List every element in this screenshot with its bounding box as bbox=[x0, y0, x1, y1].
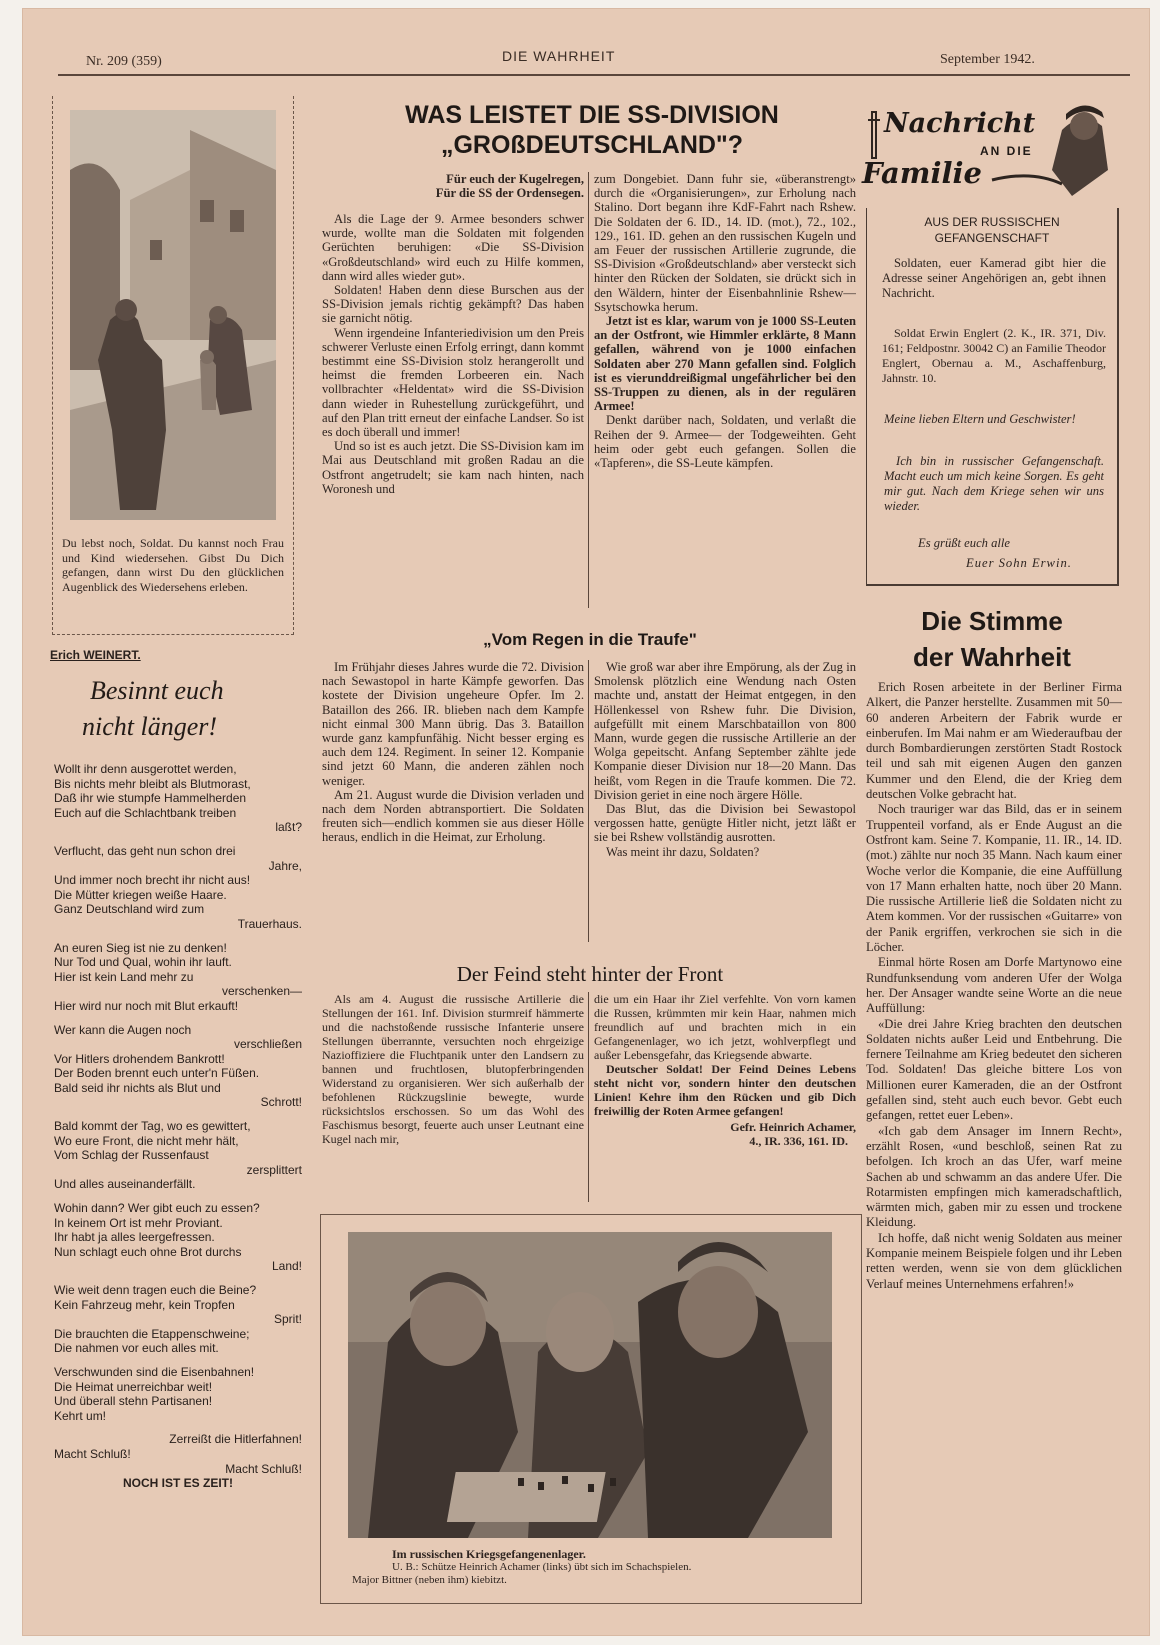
poem-line: laßt? bbox=[275, 820, 302, 835]
poem-line: Kein Fahrzeug mehr, kein Tropfen bbox=[54, 1297, 235, 1312]
feind-paragraph: die um ein Haar ihr Ziel verfehlte. Von vorn kamen die Russen, krümmten mir kein Haar, nahmen mich freundlich auf und brachten mich in ein Gefangenenlager, wo ich jetzt, wohlverpflegt und außer Lebensgefahr, das Kriegsende abwarte. bbox=[594, 992, 856, 1062]
poem-stanza bbox=[54, 1432, 302, 1490]
main-paragraph: Soldaten! Haben denn diese Burschen aus der SS-Division jemals richtig gekämpft? Das haben sie garnicht nötig. bbox=[322, 283, 584, 326]
poem-line: verschenken— bbox=[221, 984, 302, 999]
logo-an-die: AN DIE bbox=[980, 144, 1033, 158]
column-rule-regen bbox=[588, 660, 589, 942]
main-title-line1: WAS LEISTET DIE SS-DIVISION bbox=[405, 101, 779, 129]
main-motto-line2: Für die SS der Ordensegen. bbox=[435, 186, 584, 200]
poem-line: Jahre, bbox=[268, 858, 302, 873]
family-heading-line1: AUS DER RUSSISCHEN bbox=[924, 215, 1060, 229]
feind-signature-unit: 4., IR. 336, 161. ID. bbox=[749, 1134, 848, 1148]
poem-line: Wollt ihr denn ausgerottet werden, bbox=[54, 762, 237, 776]
regen-paragraph: Am 21. August wurde die Division verladen und nach dem Norden abtransportiert. Die Soldaten freuten sich—endlich kommen sie aus dieser Hölle heraus, endlich in die Heimat, zur Erholung. bbox=[322, 787, 584, 845]
family-heading bbox=[872, 214, 1112, 246]
stimme-paragraph: Erich Rosen arbeitete in der Berliner Firma Alkert, die Panzer herstellte. Zusammen mit 50—60 anderen Arbeitern der Fabrik wurde er einberufen. Im Mai nahm er am Wiederaufbau der durch Bombardierungen zerstörten Stadt Rostock teil und sah mit eigenen Augen den ganzen Kummer und den Elend, die der Krieg dem deutschen Volke gebracht hat. bbox=[866, 680, 1122, 802]
regen-paragraph: Das Blut, das die Division bei Sewastopol vergossen hatte, genügte Hitler nicht, jetzt läßt er sie bei Rshew vollständig ausrotten. bbox=[594, 802, 856, 845]
poem-line: Die Mütter kriegen weiße Haare. bbox=[54, 887, 227, 902]
poem-stanza bbox=[54, 844, 302, 932]
family-heading-line2: GEFANGENSCHAFT bbox=[934, 231, 1050, 245]
letter-salutation: Meine lieben Eltern und Geschwister! bbox=[884, 412, 1076, 426]
stimme-paragraph: Ich hoffe, daß nicht wenig Soldaten aus meiner Kompanie meinem Beispiele folgen und ihr Leben retten werden, wenn sie von dem glücklichen Verlauf meines Unternehmens erfahren!» bbox=[866, 1230, 1122, 1291]
poem-line: Sprit! bbox=[273, 1312, 302, 1327]
logo-familie: Familie bbox=[862, 156, 982, 190]
photo-caption-line1: Im russischen Kriegsgefangenenlager. bbox=[392, 1548, 586, 1561]
poem-line: Euch auf die Schlachtbank treiben bbox=[54, 805, 237, 820]
poem-title-line1: Besinnt euch bbox=[90, 676, 224, 705]
stimme-paragraph: Einmal hörte Rosen am Dorfe Martynowo eine Rundfunksendung vom anderen Ufer der Wolga her. Der Ansager wandte seine Worte an die neue Auffüllung: bbox=[866, 955, 1122, 1016]
stimme-paragraph: Noch trauriger war das Bild, das er in seinem Truppenteil vorfand, als er Ende August an die Ostfront kam. Seine 7. Kompanie, 11. IR., 14. ID. (mot.) zählte nur noch 35 Mann. Nach kaum einer Woche verlor die Kompanie, die eine Auffüllung von 17 Mann erhalten hatte, noch über 20 Mann. Die russische Artillerie ließ die Soldaten nicht zu Atem kommen. Vor der russischen «Guitarre» von der Panik ergriffen, verkrochen sie sich in die Löcher. bbox=[866, 802, 1122, 955]
poem-line: Verflucht, das geht nun schon drei bbox=[54, 843, 236, 858]
poem-line: Bald kommt der Tag, wo es gewittert, bbox=[54, 1119, 251, 1134]
poem-line: Macht Schluß! bbox=[225, 1461, 302, 1476]
poem-line: zersplittert bbox=[246, 1162, 302, 1177]
regen-title: „Vom Regen in die Traufe" bbox=[483, 630, 697, 649]
feind-signature-name: Gefr. Heinrich Achamer, bbox=[730, 1120, 856, 1134]
poem-stanza bbox=[54, 941, 302, 1014]
logo-nachricht: Nachricht bbox=[884, 108, 1036, 139]
poem-line: Hier wird nur noch mit Blut erkauft! bbox=[54, 998, 239, 1013]
main-article-column1 bbox=[322, 212, 584, 612]
header-rule bbox=[58, 74, 1130, 76]
poem-line: Und immer noch brecht ihr nicht aus! bbox=[54, 873, 251, 888]
poem-line: Nur Tod und Qual, wohin ihr lauft. bbox=[54, 955, 232, 970]
poem-line: Der Boden brennt euch unter'n Füßen. bbox=[54, 1066, 260, 1081]
feind-column2 bbox=[594, 992, 856, 1204]
family-address bbox=[882, 326, 1106, 386]
poem-line: Wer kann die Augen noch bbox=[54, 1022, 192, 1037]
poem-line: Wie weit denn tragen euch die Beine? bbox=[54, 1283, 257, 1297]
poem-line: Wo eure Front, die nicht mehr hält, bbox=[54, 1133, 239, 1148]
chess-photo bbox=[348, 1232, 832, 1538]
poem-line: Bis nichts mehr bleibt als Blutmorast, bbox=[54, 776, 251, 791]
poem-line: Und überall stehn Partisanen! bbox=[54, 1394, 213, 1409]
main-paragraph: Und so ist es auch jetzt. Die SS-Division kam im Mai aus Deutschland mit großen Radau an die Ostfront angetrudelt; sie kam nach hinten, nach Woronesh und bbox=[322, 439, 584, 496]
issue-date: September 1942. bbox=[940, 52, 1035, 67]
poem-line: Vom Schlag der Russenfaust bbox=[54, 1148, 209, 1163]
poem-stanza bbox=[54, 1283, 302, 1356]
column-rule-feind bbox=[588, 992, 589, 1202]
photo-caption-line2: U. B.: Schütze Heinrich Achamer (links) übt sich im Schachspielen. bbox=[392, 1561, 692, 1573]
poem-line: NOCH IST ES ZEIT! bbox=[122, 1476, 233, 1491]
stimme-title-line1: Die Stimme bbox=[921, 606, 1063, 636]
reunion-illustration bbox=[70, 110, 276, 520]
left-photo-caption: Du lebst noch, Soldat. Du kannst noch Frau und Kind wiedersehen. Gibst Du Dich gefangen, dann wirst Du den glücklichen Augenblick des Wiedersehens erleben. bbox=[62, 536, 284, 594]
family-intro-text: Soldaten, euer Kamerad gibt hier die Adresse seiner Angehörigen an, gebt ihnen Nachricht. bbox=[882, 256, 1106, 300]
poem-line: Ganz Deutschland wird zum bbox=[54, 902, 205, 917]
main-article-column2 bbox=[594, 172, 856, 612]
regen-paragraph: Im Frühjahr dieses Jahres wurde die 72. Division nach Sewastopol in harte Kämpfe geworfen. Das kostete der Division ungeheure Opfer. Im 2. Bataillon des 266. IR. blieben nach dem Kampfe nicht einmal 300 Mann übrig. Das 3. Bataillon wurde ganz kampfunfähig. Nicht besser erging es auch dem 124. Regiment. In seiner 12. Kompanie sind jetzt 60 Mann, die anderen zählen noch weniger. bbox=[322, 660, 584, 788]
letter-close-line2: Euer Sohn Erwin. bbox=[966, 556, 1072, 570]
poem-line: Trauerhaus. bbox=[237, 916, 302, 931]
newspaper-page bbox=[22, 8, 1150, 1636]
poem-stanza bbox=[54, 1119, 302, 1192]
stimme-paragraph: «Ich gab dem Ansager im Innern Recht», erzählt Rosen, «und beschloß, seinen Rat zu befolgen. Ich kroch an das Ufer, warf meine Sachen ab und schwamm an das andere Ufer. Die Rotarmisten empfingen mich kameradschaftlich, wärmten mich, gaben mir zu essen und trockene Kleidung. bbox=[866, 1123, 1122, 1230]
stimme-body bbox=[866, 680, 1122, 1624]
main-title-line2: „GROßDEUTSCHLAND"? bbox=[440, 131, 744, 159]
regen-paragraph: Was meint ihr dazu, Soldaten? bbox=[606, 844, 760, 859]
poem-line: Kehrt um! bbox=[54, 1408, 107, 1423]
main-paragraph: Als die Lage der 9. Armee besonders schwer wurde, wollte man die Soldaten mit folgenden Gerüchten beruhigen: «Die SS-Division «Großdeutschland» wird euch zu Hilfe kommen, dann wird alles wieder gut». bbox=[322, 212, 584, 283]
family-address-text: Soldat Erwin Englert (2. K., IR. 371, Div. 161; Feldpostnr. 30042 C) an Familie Theodor Englert, Obernau a. M., Aschaffenburg, Jahnstr. 10. bbox=[882, 326, 1106, 385]
poem-line: Ihr habt ja alles leergefressen. bbox=[54, 1230, 215, 1245]
family-intro bbox=[882, 256, 1106, 301]
family-logo bbox=[862, 100, 1128, 204]
newspaper-name: DIE WAHRHEIT bbox=[502, 48, 616, 64]
poem-line: In keinem Ort ist mehr Proviant. bbox=[54, 1215, 223, 1230]
main-motto-line1: Für euch der Kugelregen, bbox=[446, 172, 584, 186]
feind-column1 bbox=[322, 992, 584, 1204]
letter-body bbox=[884, 454, 1104, 514]
issue-number: Nr. 209 (359) bbox=[86, 54, 162, 69]
poem-line: Und alles auseinanderfällt. bbox=[54, 1177, 196, 1192]
regen-paragraph: Wie groß war aber ihre Empörung, als der Zug in Smolensk plötzlich eine Wendung nach Osten machte und, anstatt der Heimat entgegen, in den Höllenkessel von Rshew fuhr. Die Division, aufgefüllt mit einem Marschbataillon von 800 Mann, wurde gegen die russische Artillerie an der Wolga gepeitscht. Anfang September zählte jede Kompanie dieser Division nur 18—20 Mann. Das heißt, vom Regen in die Traufe kommen. Die 72. Division geriet in eine noch ärgere Hölle. bbox=[594, 660, 856, 802]
poem-line: Die Heimat unerreichbar weit! bbox=[54, 1379, 213, 1394]
poem-line: Daß ihr wie stumpfe Hammelherden bbox=[54, 791, 247, 806]
poem-stanza bbox=[54, 1023, 302, 1111]
poem-line: Wohin dann? Wer gibt euch zu essen? bbox=[54, 1201, 260, 1216]
poem-stanza bbox=[54, 1201, 302, 1274]
poem-line: An euren Sieg ist nie zu denken! bbox=[54, 940, 227, 955]
stimme-title-line2: der Wahrheit bbox=[913, 642, 1071, 672]
poem-author: Erich WEINERT. bbox=[50, 648, 141, 662]
letter-body-text: Ich bin in russischer Gefangenschaft. Macht euch um mich keine Sorgen. Es geht mir gut. Nach dem Kriege sehen wir uns wieder. bbox=[884, 454, 1104, 513]
poem-stanza bbox=[54, 1365, 302, 1423]
poem-line: Vor Hitlers drohendem Bankrott! bbox=[54, 1051, 225, 1066]
poem-line: Hier ist kein Land mehr zu bbox=[54, 969, 194, 984]
feind-title: Der Feind steht hinter der Front bbox=[456, 962, 724, 986]
regen-column1 bbox=[322, 660, 584, 946]
main-paragraph: Wenn irgendeine Infanteriedivision um den Preis schwerer Verluste einen Erfolg erringt, dann kommt bestimmt eine SS-Division stolz herangerollt und heimst die fremden Lorbeeren ein. Nach vollbrachter «Heldentat» wird die SS-Division dann wieder in Ruhestellung zurückgeführt, und auf den Plan tritt erneut der einfache Landser. So ist es doch überall und immer! bbox=[322, 325, 584, 440]
poem-line: Verschwunden sind die Eisenbahnen! bbox=[54, 1364, 255, 1379]
poem-line: Die nahmen vor euch alles mit. bbox=[54, 1341, 219, 1356]
regen-column2 bbox=[594, 660, 856, 946]
main-paragraph: Denkt darüber nach, Soldaten, und verlaßt die Reihen der 9. Armee— der Todgeweihten. Geht heim oder gebt euch gefangen. Sollen die «Tapferen», die SS-Leute kämpfen. bbox=[594, 413, 856, 471]
poem-stanza bbox=[54, 762, 302, 835]
poem-line: Land! bbox=[271, 1259, 302, 1274]
feind-paragraph: Als am 4. August die russische Artillerie die Stellungen der 161. Inf. Division sturmreif hämmerte und die nachstoßende russische Infanterie unsere Stellungen überrannte, versuchten noch ehrgeizige Nazioffiziere die Fluchtpanik unter den Landsern zu bannen und fruchtlosen, blutopferbringenden Widerstand zu organisieren. Wer sich außerhalb der befohlenen Rückzugslinie bewegte, wurde rücksichtslos erschossen. So um das Wohl des Faschismus besorgt, feuerte auch unser Leutnant eine Kugel nach mir, bbox=[322, 992, 584, 1146]
feind-appeal: Deutscher Soldat! Der Feind Deines Lebens steht nicht vor, sondern hinter den deutschen Linien! Kehre ihm den Rücken und gib Dich freiwillig der Roten Armee gefangen! bbox=[594, 1062, 856, 1118]
poem-line: Zerreißt die Hitlerfahnen! bbox=[169, 1432, 302, 1447]
poem-line: Bald seid ihr nichts als Blut und bbox=[54, 1080, 221, 1095]
photo-caption-line3: Major Bittner (neben ihm) kiebitzt. bbox=[352, 1574, 507, 1586]
poem-line: Macht Schluß! bbox=[54, 1446, 131, 1461]
column-rule-main bbox=[588, 172, 589, 608]
letter-close-line1: Es grüßt euch alle bbox=[918, 536, 1010, 550]
poem-line: Schrott! bbox=[260, 1095, 302, 1110]
main-paragraph: zum Dongebiet. Dann fuhr sie, «überanstrengt» durch die «Organisierungen», zur Erholung nach Stalino. Dort begann ihre KdF-Fahrt nach Rshew. Die Soldaten der 6. ID., 14. ID. (mot.), 72., 102., 129., 161. ID. gehen an den russischen Kugeln und am Feuer der russischen Artillerie zugrunde, die SS-Division «Großdeutschland» aber versteckt sich hinter den Rücken der Soldaten, sie drückt sich in den Wäldern, hinter der Eisenbahnlinie Rshew—Ssytschowka herum. bbox=[594, 172, 856, 314]
main-paragraph-bold: Jetzt ist es klar, warum von je 1000 SS-Leuten an der Ostfront, wie Himmler erklärte, 8 Mann gefallen, während von je 1000 einfachen Soldaten aber 270 Mann gefallen sind. Folglich ist es vierunddreißigmal ungefährlicher bei den SS-Truppen zu dienen, als in der regulären Armee! bbox=[594, 314, 856, 414]
poem-line: Die brauchten die Etappenschweine; bbox=[54, 1326, 250, 1341]
stimme-paragraph: «Die drei Jahre Krieg brachten den deutschen Soldaten nichts außer Leid und Entbehrung. Die fernere Teilnahme am Krieg bedeutet den sicheren Tod. Soldaten! Das gleiche bittere Los von Millionen eurer Kameraden, die an der Ostfront gefallen sind, steht auch euch bevor. Gebt euch gefangen, rettet euer Leben». bbox=[866, 1016, 1122, 1123]
poem-title-line2: nicht länger! bbox=[82, 712, 218, 741]
poem-line: verschließen bbox=[233, 1037, 302, 1052]
poem-body bbox=[54, 762, 302, 1500]
poem-line: Nun schlagt euch ohne Brot durchs bbox=[54, 1244, 242, 1259]
